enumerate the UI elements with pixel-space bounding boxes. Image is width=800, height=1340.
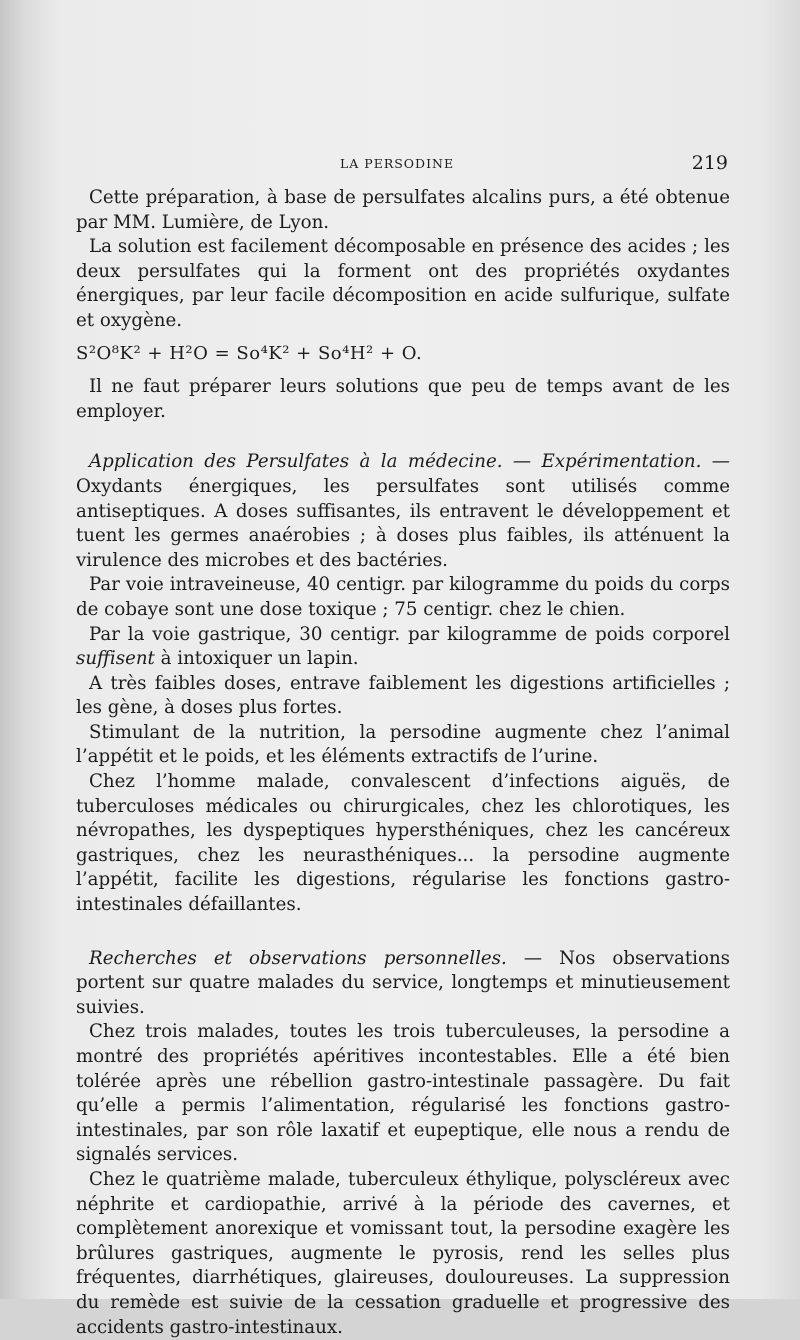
italic-word: suffisent [76, 648, 155, 670]
paragraph: Cette préparation, à base de persulfates alcalins purs, a été obtenue par MM. Lumière, de Lyon. [76, 187, 730, 233]
paragraph [76, 623, 730, 672]
paragraph: Par voie intraveineuse, 40 centigr. par kilogramme du poids du corps de cobaye sont une dose toxique ; 75 centigr. chez le chien. [76, 574, 730, 620]
page-number: 219 [691, 152, 728, 174]
paragraph: Il ne faut préparer leurs solutions que peu de temps avant de les employer. [76, 376, 730, 422]
text-span: à intoxiquer un lapin. [154, 648, 359, 670]
paragraph: Chez l’homme malade, convalescent d’infections aiguës, de tuberculoses médicales ou chirurgicales, chez les chlorotiques, les névropathes, les dyspeptiques hypersthéniques, chez les cancéreux gastriques, chez les neurasthéniques... la persodine augmente l’appétit, facilite les digestions, régularise les fonctions gastro-intestinales défaillantes. [76, 771, 730, 916]
paragraph: Stimulant de la nutrition, la persodine augmente chez l’animal l’appétit et le poids, et les éléments extractifs de l’urine. [76, 721, 730, 768]
section-paragraph [76, 947, 730, 1021]
section-paragraph [76, 450, 730, 573]
paragraph: Chez trois malades, toutes les trois tuberculeuses, la persodine a montré des propriétés apéritives incontestables. Elle a été bien tolérée après une rébellion gastro-intestinale passagère. Du fait qu’elle a permis l’alimentation, régularisé les fonctions gastro-intestinales, par son rôle laxatif et eupeptique, elle nous a rendu de signalés services. [76, 1021, 730, 1166]
section-text: — Nos observations portent sur quatre malades du service, longtemps et minutieusement suivies. [76, 947, 731, 1018]
paragraph: A très faibles doses, entrave faiblement les digestions artificielles ; les gène, à doses plus fortes. [76, 672, 730, 719]
section-heading: Recherches et observations personnelles. [89, 947, 507, 969]
section-heading: Application des Persulfates à la médecine. — Expérimentation. — [89, 451, 730, 473]
page-header [78, 152, 728, 176]
page-body [76, 186, 730, 1340]
paragraph: Chez le quatrième malade, tuberculeux éthylique, polyscléreux avec néphrite et cardiopathie, arrivé à la période des cavernes, et complètement anorexique et vomissant tout, la persodine exagère les brûlures gastriques, augmente le pyrosis, rend les selles plus fréquentes, diarrhétiques, glaireuses, douloureuses. La suppression du remède est suivie de la cessation graduelle et progressive des accidents gastro-intestinaux. [76, 1168, 730, 1338]
section-text: Oxydants énergiques, les persulfates sont utilisés comme antiseptiques. A doses suffisantes, ils entravent le développement et tuent les germes anaérobies ; à doses plus faibles, ils atténuent la virulence des microbes et des bactéries. [76, 475, 730, 571]
text-span: Par la voie gastrique, 30 centigr. par kilogramme de poids corporel [89, 623, 730, 645]
chemical-formula: S²O⁸K² + H²O = So⁴K² + So⁴H² + O. [76, 342, 423, 364]
running-title: LA PERSODINE [340, 156, 455, 171]
paragraph: La solution est facilement décomposable en présence des acides ; les deux persulfates qui la forment ont des propriétés oxydantes énergiques, par leur facile décomposition en acide sulfurique, sulfate et oxygène. [76, 236, 730, 331]
